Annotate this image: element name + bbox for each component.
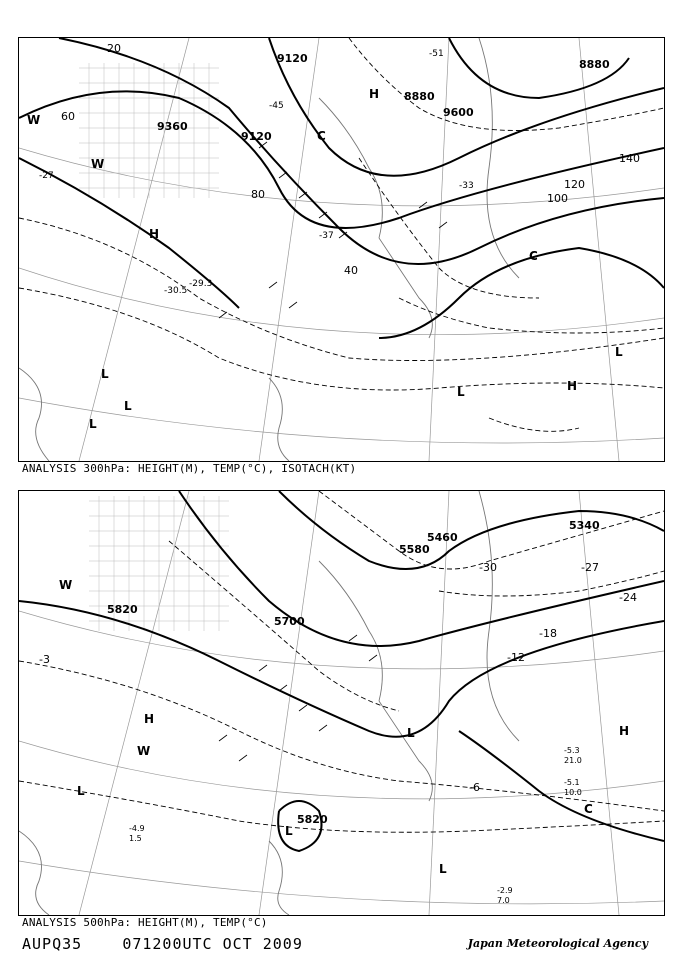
pressure-center: L	[124, 399, 132, 413]
isotach-label: 100	[547, 192, 568, 205]
agency-name: Japan Meteorological Agency	[467, 937, 648, 950]
height-label: 5820	[297, 813, 328, 826]
isotach-label: 40	[344, 264, 358, 277]
height-label: 5820	[107, 603, 138, 616]
pressure-center: L	[457, 385, 465, 399]
pressure-center: L	[407, 726, 415, 740]
height-label: 9120	[241, 130, 272, 143]
station-value: -5.3	[564, 746, 580, 755]
station-value: -4.9	[129, 824, 145, 833]
pressure-center: L	[77, 784, 85, 798]
station-value: -2.9	[497, 886, 513, 895]
caption-300hpa: ANALYSIS 300hPa: HEIGHT(M), TEMP(°C), ISOTACH(KT)	[22, 462, 357, 475]
pressure-center: L	[439, 862, 447, 876]
station-value: 10.0	[564, 788, 582, 797]
isotach-label: 20	[107, 42, 121, 55]
temperature-label: -12	[507, 651, 525, 664]
map-500hpa-graphic	[19, 491, 664, 915]
pressure-center: H	[369, 87, 380, 101]
height-label: 5460	[427, 531, 458, 544]
pressure-center: W	[137, 744, 151, 758]
station-value: 7.0	[497, 896, 510, 905]
temperature-label: -6	[469, 781, 480, 794]
pressure-center: W	[27, 113, 41, 127]
wind-barbs	[219, 635, 377, 761]
map-panel-300hpa	[18, 37, 665, 462]
labels-500hpa	[39, 519, 637, 905]
height-label: 5340	[569, 519, 600, 532]
pressure-center: L	[89, 417, 97, 431]
height-label: 8880	[579, 58, 610, 71]
pressure-center: L	[101, 367, 109, 381]
valid-time: 071200UTC OCT 2009	[122, 935, 303, 953]
pressure-center: W	[91, 157, 105, 171]
pressure-center: L	[285, 824, 293, 838]
temperature-label: -24	[619, 591, 637, 604]
isotach-label: 120	[564, 178, 585, 191]
height-label: 9600	[443, 106, 474, 119]
temperature-label: -3	[39, 653, 50, 666]
temperature-label: -30	[479, 561, 497, 574]
temperature-label: -27	[581, 561, 599, 574]
isotach-contours	[19, 38, 664, 431]
pressure-center: C	[529, 249, 538, 263]
pressure-center: C	[584, 802, 593, 816]
pressure-center: C	[317, 129, 326, 143]
pressure-center: H	[149, 227, 160, 241]
height-label: 5700	[274, 615, 305, 628]
chart-code-line	[22, 935, 303, 953]
pressure-center: W	[59, 578, 73, 592]
isotach-label: 60	[61, 110, 75, 123]
caption-500hpa: ANALYSIS 500hPa: HEIGHT(M), TEMP(°C)	[22, 916, 268, 929]
temperature-label: -18	[539, 627, 557, 640]
isotach-label: 80	[251, 188, 265, 201]
isotach-label: 140	[619, 152, 640, 165]
hatch-area	[79, 63, 219, 198]
pressure-center: L	[615, 345, 623, 359]
station-value: 21.0	[564, 756, 582, 765]
height-label: 5580	[399, 543, 430, 556]
pressure-center: H	[567, 379, 578, 393]
height-label: 8880	[404, 90, 435, 103]
graticule	[19, 491, 664, 915]
station-value: -5.1	[564, 778, 580, 787]
wind-barbs	[219, 142, 447, 318]
temperature-label: -45	[269, 101, 284, 111]
map-300hpa-graphic	[19, 38, 664, 461]
temperature-label: -29.3	[189, 279, 213, 289]
pressure-center: H	[144, 712, 155, 726]
temperature-label: -30.5	[164, 286, 188, 296]
temperature-label: -33	[459, 181, 474, 191]
temperature-label: -37	[319, 231, 334, 241]
chart-code: AUPQ35	[22, 935, 83, 953]
pressure-center: H	[619, 724, 630, 738]
map-panel-500hpa	[18, 490, 665, 916]
temperature-label: -51	[429, 49, 444, 59]
height-label: 9120	[277, 52, 308, 65]
temperature-label: -27	[39, 171, 54, 181]
height-label: 9360	[157, 120, 188, 133]
station-value: 1.5	[129, 834, 142, 843]
